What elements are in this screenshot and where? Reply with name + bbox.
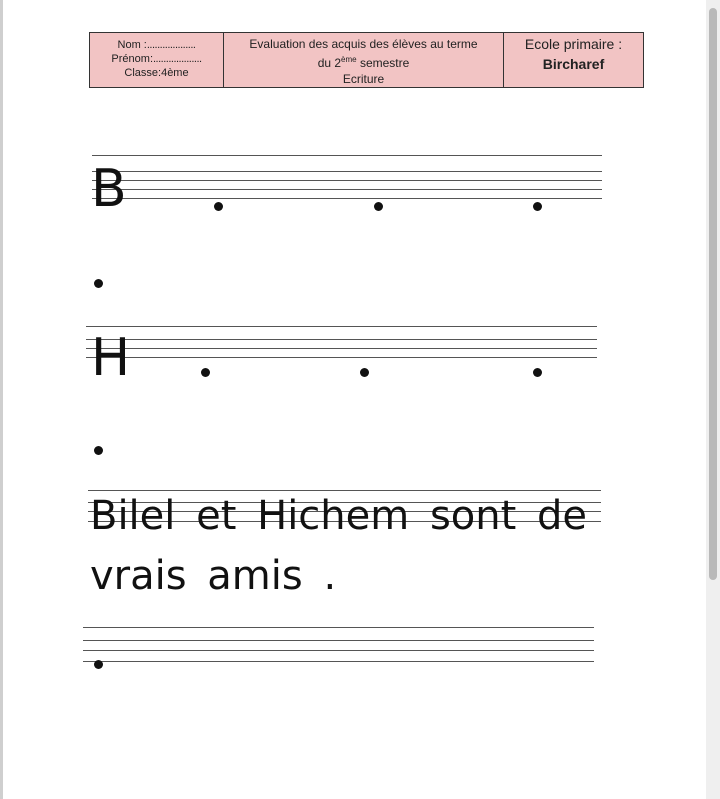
nom-blank: ...................: [146, 39, 196, 51]
start-dot: [201, 368, 210, 377]
evaluation-title-cell: [223, 33, 503, 87]
start-dot: [214, 202, 223, 211]
model-sentence-line-2: vrais amis .: [90, 553, 337, 599]
page-edge: [0, 0, 3, 799]
scrollbar-thumb[interactable]: [709, 8, 717, 580]
title-line-2-suffix: semestre: [356, 56, 410, 70]
model-letter-b: B: [91, 159, 127, 219]
prenom-line: [90, 52, 223, 66]
header-table: [89, 32, 644, 88]
classe-label: Classe:4ème: [124, 67, 189, 79]
nom-label: Nom :: [117, 39, 147, 51]
school-cell: [503, 33, 643, 87]
vertical-scrollbar[interactable]: [706, 0, 720, 799]
title-line-1: Evaluation des acquis des élèves au terme: [249, 37, 478, 51]
start-dot: [94, 660, 103, 669]
subject-label: Ecriture: [342, 72, 385, 86]
title-line-2-sup: ème: [341, 55, 357, 64]
student-info-cell: [90, 33, 223, 87]
model-letter-h: H: [91, 328, 131, 388]
school-label: Ecole primaire :: [524, 36, 623, 52]
start-dot: [94, 279, 103, 288]
model-sentence-line-1: Bilel et Hichem sont de: [90, 493, 587, 539]
start-dot: [94, 446, 103, 455]
title-line-2: [224, 52, 503, 71]
prenom-label: Prénom:: [111, 53, 153, 65]
title-line-2-prefix: du 2: [317, 56, 342, 70]
start-dot: [533, 368, 542, 377]
school-name: Bircharef: [542, 56, 605, 72]
nom-line: [90, 38, 223, 52]
start-dot: [533, 202, 542, 211]
prenom-blank: ...................: [153, 53, 202, 65]
start-dot: [374, 202, 383, 211]
start-dot: [360, 368, 369, 377]
